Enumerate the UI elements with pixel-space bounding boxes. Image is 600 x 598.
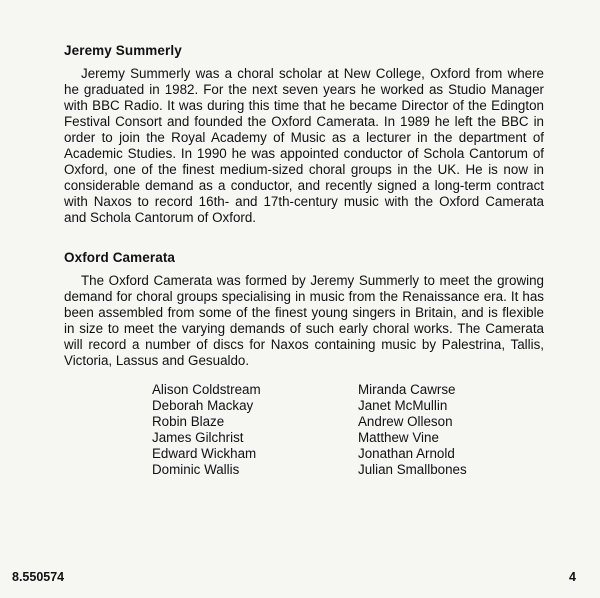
member-name: Edward Wickham xyxy=(152,446,257,461)
member-name: Miranda Cawrse xyxy=(358,382,456,397)
member-name: Deborah Mackay xyxy=(152,398,254,413)
ensemble-paragraph: The Oxford Camerata was formed by Jeremy Summerly to meet the growing demand for choral groups specialising in music from the Renaissance era. It has been assembled from some of the finest young singers in Britain, and is flexible in size to meet the varying demands of such early choral works. The Camerata will record a number of discs for Naxos containing music by Palestrina, Tallis, Victoria, Lassus and Gesualdo. xyxy=(64,273,544,368)
bio-heading: Jeremy Summerly xyxy=(64,43,182,58)
bio-paragraph: Jeremy Summerly was a choral scholar at New College, Oxford from where he graduated in 1982. For the next seven years he worked as Studio Manager with BBC Radio. It was during this time that he became Director of the Edington Festival Consort and founded the Oxford Camerata. In 1989 he left the BBC in order to join the Royal Academy of Music as a lecturer in the department of Academic Studies. In 1990 he was appointed conductor of Schola Cantorum of Oxford, one of the finest medium-sized choral groups in the UK. He is now in considerable demand as a conductor, and recently signed a long-term contract with Naxos to record 16th- and 17th-century music with the Oxford Camerata and Schola Cantorum of Oxford. xyxy=(64,66,544,225)
member-name: Julian Smallbones xyxy=(358,462,467,477)
member-name: Jonathan Arnold xyxy=(358,446,455,461)
ensemble-heading: Oxford Camerata xyxy=(64,250,176,265)
member-name: Dominic Wallis xyxy=(152,462,240,477)
member-name: Janet McMullin xyxy=(358,398,448,413)
member-name: Alison Coldstream xyxy=(152,382,261,397)
member-name: Matthew Vine xyxy=(358,430,439,445)
member-name: Robin Blaze xyxy=(152,414,225,429)
member-name: James Gilchrist xyxy=(152,430,244,445)
members-list-left xyxy=(152,382,261,478)
catalog-number: 8.550574 xyxy=(12,570,65,584)
members-list-right xyxy=(358,382,467,478)
page-number: 4 xyxy=(569,570,576,584)
member-name: Andrew Olleson xyxy=(358,414,453,429)
